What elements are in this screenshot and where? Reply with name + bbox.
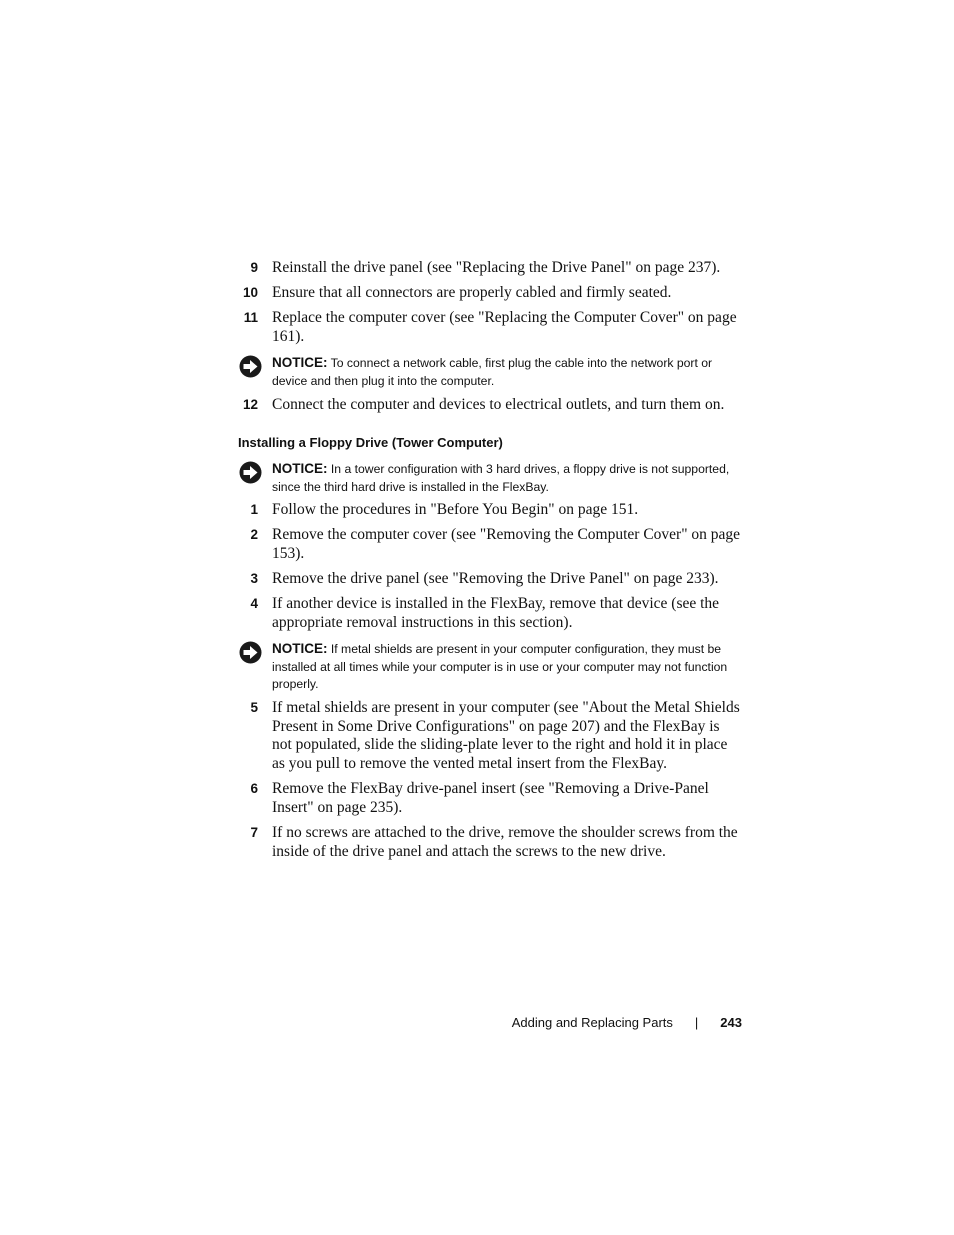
step-text: Remove the FlexBay drive-panel insert (see "Removing a Drive-Panel Insert" on page 235). xyxy=(272,780,709,816)
step-text: Reinstall the drive panel (see "Replacing the Drive Panel" on page 237). xyxy=(272,259,721,276)
step-text: Connect the computer and devices to electrical outlets, and turn them on. xyxy=(272,396,725,413)
notice-network-cable xyxy=(238,354,743,390)
notice-arrow-icon xyxy=(239,355,262,378)
step-5 xyxy=(238,699,743,773)
step-number: 1 xyxy=(250,502,258,517)
notice-tower-configuration xyxy=(238,460,743,496)
step-number: 2 xyxy=(250,527,258,542)
step-text: Replace the computer cover (see "Replacing the Computer Cover" on page 161). xyxy=(272,309,737,345)
page-number: 243 xyxy=(720,1015,742,1030)
step-number: 5 xyxy=(250,700,258,715)
step-number: 6 xyxy=(250,781,258,796)
notice-text: To connect a network cable, first plug the cable into the network port or device and then plug it into the computer. xyxy=(272,356,713,388)
step-1 xyxy=(238,501,743,520)
step-number: 3 xyxy=(250,571,258,586)
step-3 xyxy=(238,570,743,589)
section-heading: Installing a Floppy Drive (Tower Computer) xyxy=(238,435,503,450)
step-4 xyxy=(238,595,743,632)
notice-text: If metal shields are present in your computer configuration, they must be installed at all times while your computer is in use or your computer may not function properly. xyxy=(272,642,728,691)
notice-label: NOTICE: xyxy=(272,461,328,476)
notice-label: NOTICE: xyxy=(272,641,328,656)
step-number: 9 xyxy=(250,260,258,275)
step-number: 4 xyxy=(250,596,258,611)
step-text: Remove the computer cover (see "Removing the Computer Cover" on page 153). xyxy=(272,526,741,562)
step-12 xyxy=(238,396,743,415)
notice-label: NOTICE: xyxy=(272,355,328,370)
step-9 xyxy=(238,259,743,278)
notice-arrow-icon xyxy=(239,461,262,484)
step-number: 12 xyxy=(242,397,258,412)
step-text: If no screws are attached to the drive, remove the shoulder screws from the inside of the drive panel and attach the screws to the new drive. xyxy=(272,824,738,860)
step-number: 10 xyxy=(242,285,258,300)
footer-section-title: Adding and Replacing Parts xyxy=(511,1015,673,1030)
step-11 xyxy=(238,309,743,346)
step-6 xyxy=(238,780,743,817)
notice-text: In a tower configuration with 3 hard drives, a floppy drive is not supported, since the third hard drive is installed in the FlexBay. xyxy=(272,462,730,494)
footer-separator: | xyxy=(694,1015,699,1030)
step-text: If metal shields are present in your computer (see "About the Metal Shields Present in Some Drive Configurations" on page 207) and the FlexBay is not populated, slide the sliding-plate lever to the right and hold it in place as you pull to remove the vented metal insert from the FlexBay. xyxy=(272,699,740,772)
page-footer xyxy=(512,1014,742,1032)
step-number: 11 xyxy=(243,310,258,325)
step-text: Remove the drive panel (see "Removing the Drive Panel" on page 233). xyxy=(272,570,719,587)
step-text: Follow the procedures in "Before You Begin" on page 151. xyxy=(272,501,639,518)
step-text: If another device is installed in the FlexBay, remove that device (see the appropriate removal instructions in this section). xyxy=(272,595,720,631)
step-7 xyxy=(238,824,743,861)
step-number: 7 xyxy=(250,825,258,840)
step-10 xyxy=(238,284,743,303)
step-text: Ensure that all connectors are properly cabled and firmly seated. xyxy=(272,284,672,301)
step-2 xyxy=(238,526,743,563)
notice-arrow-icon xyxy=(239,641,262,664)
notice-metal-shields xyxy=(238,640,743,694)
